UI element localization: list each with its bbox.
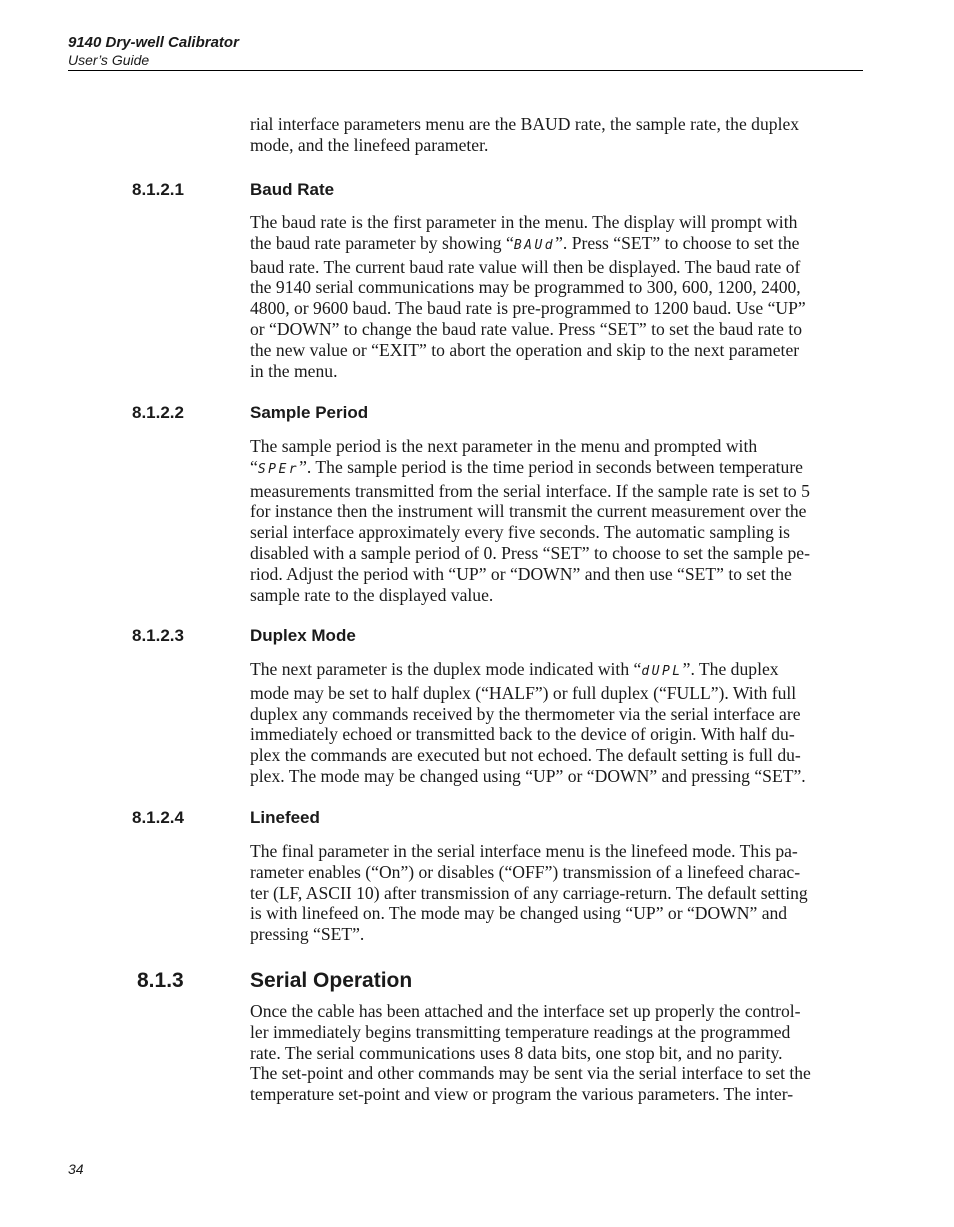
display-code-baud: BAUd bbox=[513, 237, 556, 253]
section-number: 8.1.2.2 bbox=[132, 403, 184, 422]
text-line: plex the commands are executed but not echoed. The default setting is full du- bbox=[250, 745, 801, 766]
baud-rate-paragraph bbox=[250, 212, 868, 381]
text-line: riod. Adjust the period with “UP” or “DOWN” and then use “SET” to set the bbox=[250, 563, 792, 584]
text-line: for instance then the instrument will transmit the current measurement over the bbox=[250, 501, 807, 522]
sample-period-paragraph bbox=[250, 436, 868, 605]
section-number: 8.1.2.4 bbox=[132, 808, 184, 827]
header-divider bbox=[68, 70, 863, 71]
text-line: The sample period is the next parameter in the menu and prompted with bbox=[250, 436, 758, 456]
text-line: rate. The serial communications uses 8 data bits, one stop bit, and no parity. bbox=[250, 1042, 783, 1063]
section-title: Baud Rate bbox=[250, 180, 335, 199]
text-line: The final parameter in the serial interface menu is the linefeed mode. This pa- bbox=[250, 841, 798, 861]
section-heading-sample-period bbox=[132, 403, 368, 423]
text-line: plex. The mode may be changed using “UP” or “DOWN” and pressing “SET”. bbox=[250, 765, 806, 786]
section-heading-duplex-mode bbox=[132, 626, 356, 646]
text-line: or “DOWN” to change the baud rate value. Press “SET” to set the baud rate to bbox=[250, 318, 803, 339]
text-line: disabled with a sample period of 0. Press “SET” to choose to set the sample pe- bbox=[250, 542, 810, 563]
text-line: the baud rate parameter by showing “BAUd”. Press “SET” to choose to set the bbox=[250, 232, 800, 253]
section-title: Serial Operation bbox=[250, 969, 413, 992]
text-line: The next parameter is the duplex mode indicated with “dUPL”. The duplex bbox=[250, 659, 779, 679]
duplex-mode-paragraph bbox=[250, 659, 868, 787]
text-line: temperature set-point and view or program the various parameters. The inter- bbox=[250, 1084, 794, 1105]
text-line: in the menu. bbox=[250, 360, 338, 381]
text-line: ler immediately begins transmitting temperature readings at the programmed bbox=[250, 1021, 791, 1042]
text-line: the new value or “EXIT” to abort the operation and skip to the next parameter bbox=[250, 339, 800, 360]
display-code-dupl: dUPL bbox=[641, 664, 683, 679]
section-title: Linefeed bbox=[250, 808, 320, 827]
intro-paragraph bbox=[250, 114, 868, 156]
text-line: immediately echoed or transmitted back to the device of origin. With half du- bbox=[250, 724, 795, 745]
section-title: Sample Period bbox=[250, 403, 369, 422]
document-subtitle: User’s Guide bbox=[68, 52, 150, 68]
page-number: 34 bbox=[68, 1161, 84, 1177]
document-title: 9140 Dry-well Calibrator bbox=[68, 34, 239, 51]
running-header bbox=[68, 34, 863, 69]
section-title: Duplex Mode bbox=[250, 626, 356, 645]
text-line: mode may be set to half duplex (“HALF”) or full duplex (“FULL”). With full bbox=[250, 682, 797, 703]
text-line: is with linefeed on. The mode may be changed using “UP” or “DOWN” and bbox=[250, 903, 788, 924]
linefeed-paragraph bbox=[250, 841, 868, 945]
text-line: the 9140 serial communications may be programmed to 300, 600, 1200, 2400, bbox=[250, 277, 801, 298]
text-line: pressing “SET”. bbox=[250, 924, 365, 945]
text-line: mode, and the linefeed parameter. bbox=[250, 134, 489, 155]
text-line: The baud rate is the first parameter in the menu. The display will prompt with bbox=[250, 212, 798, 232]
section-number: 8.1.3 bbox=[137, 969, 184, 992]
section-heading-linefeed bbox=[132, 808, 320, 828]
text-line: sample rate to the displayed value. bbox=[250, 584, 494, 605]
text-line: serial interface approximately every five seconds. The automatic sampling is bbox=[250, 522, 791, 543]
display-code-sper: SPEr bbox=[257, 461, 300, 477]
text-line: rameter enables (“On”) or disables (“OFF”) transmission of a linefeed charac- bbox=[250, 861, 801, 882]
text-line: measurements transmitted from the serial interface. If the sample rate is set to 5 bbox=[250, 480, 810, 501]
section-number: 8.1.2.1 bbox=[132, 180, 184, 199]
serial-operation-paragraph bbox=[250, 1001, 868, 1105]
section-number: 8.1.2.3 bbox=[132, 626, 184, 645]
text-line: baud rate. The current baud rate value will then be displayed. The baud rate of bbox=[250, 256, 801, 277]
text-line: Once the cable has been attached and the interface set up properly the control- bbox=[250, 1001, 801, 1021]
section-heading-baud-rate bbox=[132, 180, 334, 200]
text-line: The set-point and other commands may be sent via the serial interface to set the bbox=[250, 1063, 811, 1084]
text-line: ter (LF, ASCII 10) after transmission of any carriage-return. The default setting bbox=[250, 882, 808, 903]
text-line: rial interface parameters menu are the BAUD rate, the sample rate, the duplex bbox=[250, 114, 800, 134]
text-line: “SPEr”. The sample period is the time period in seconds between temperature bbox=[250, 456, 803, 477]
section-heading-serial-operation bbox=[137, 969, 412, 993]
text-line: 4800, or 9600 baud. The baud rate is pre-programmed to 1200 baud. Use “UP” bbox=[250, 298, 806, 319]
text-line: duplex any commands received by the thermometer via the serial interface are bbox=[250, 703, 801, 724]
